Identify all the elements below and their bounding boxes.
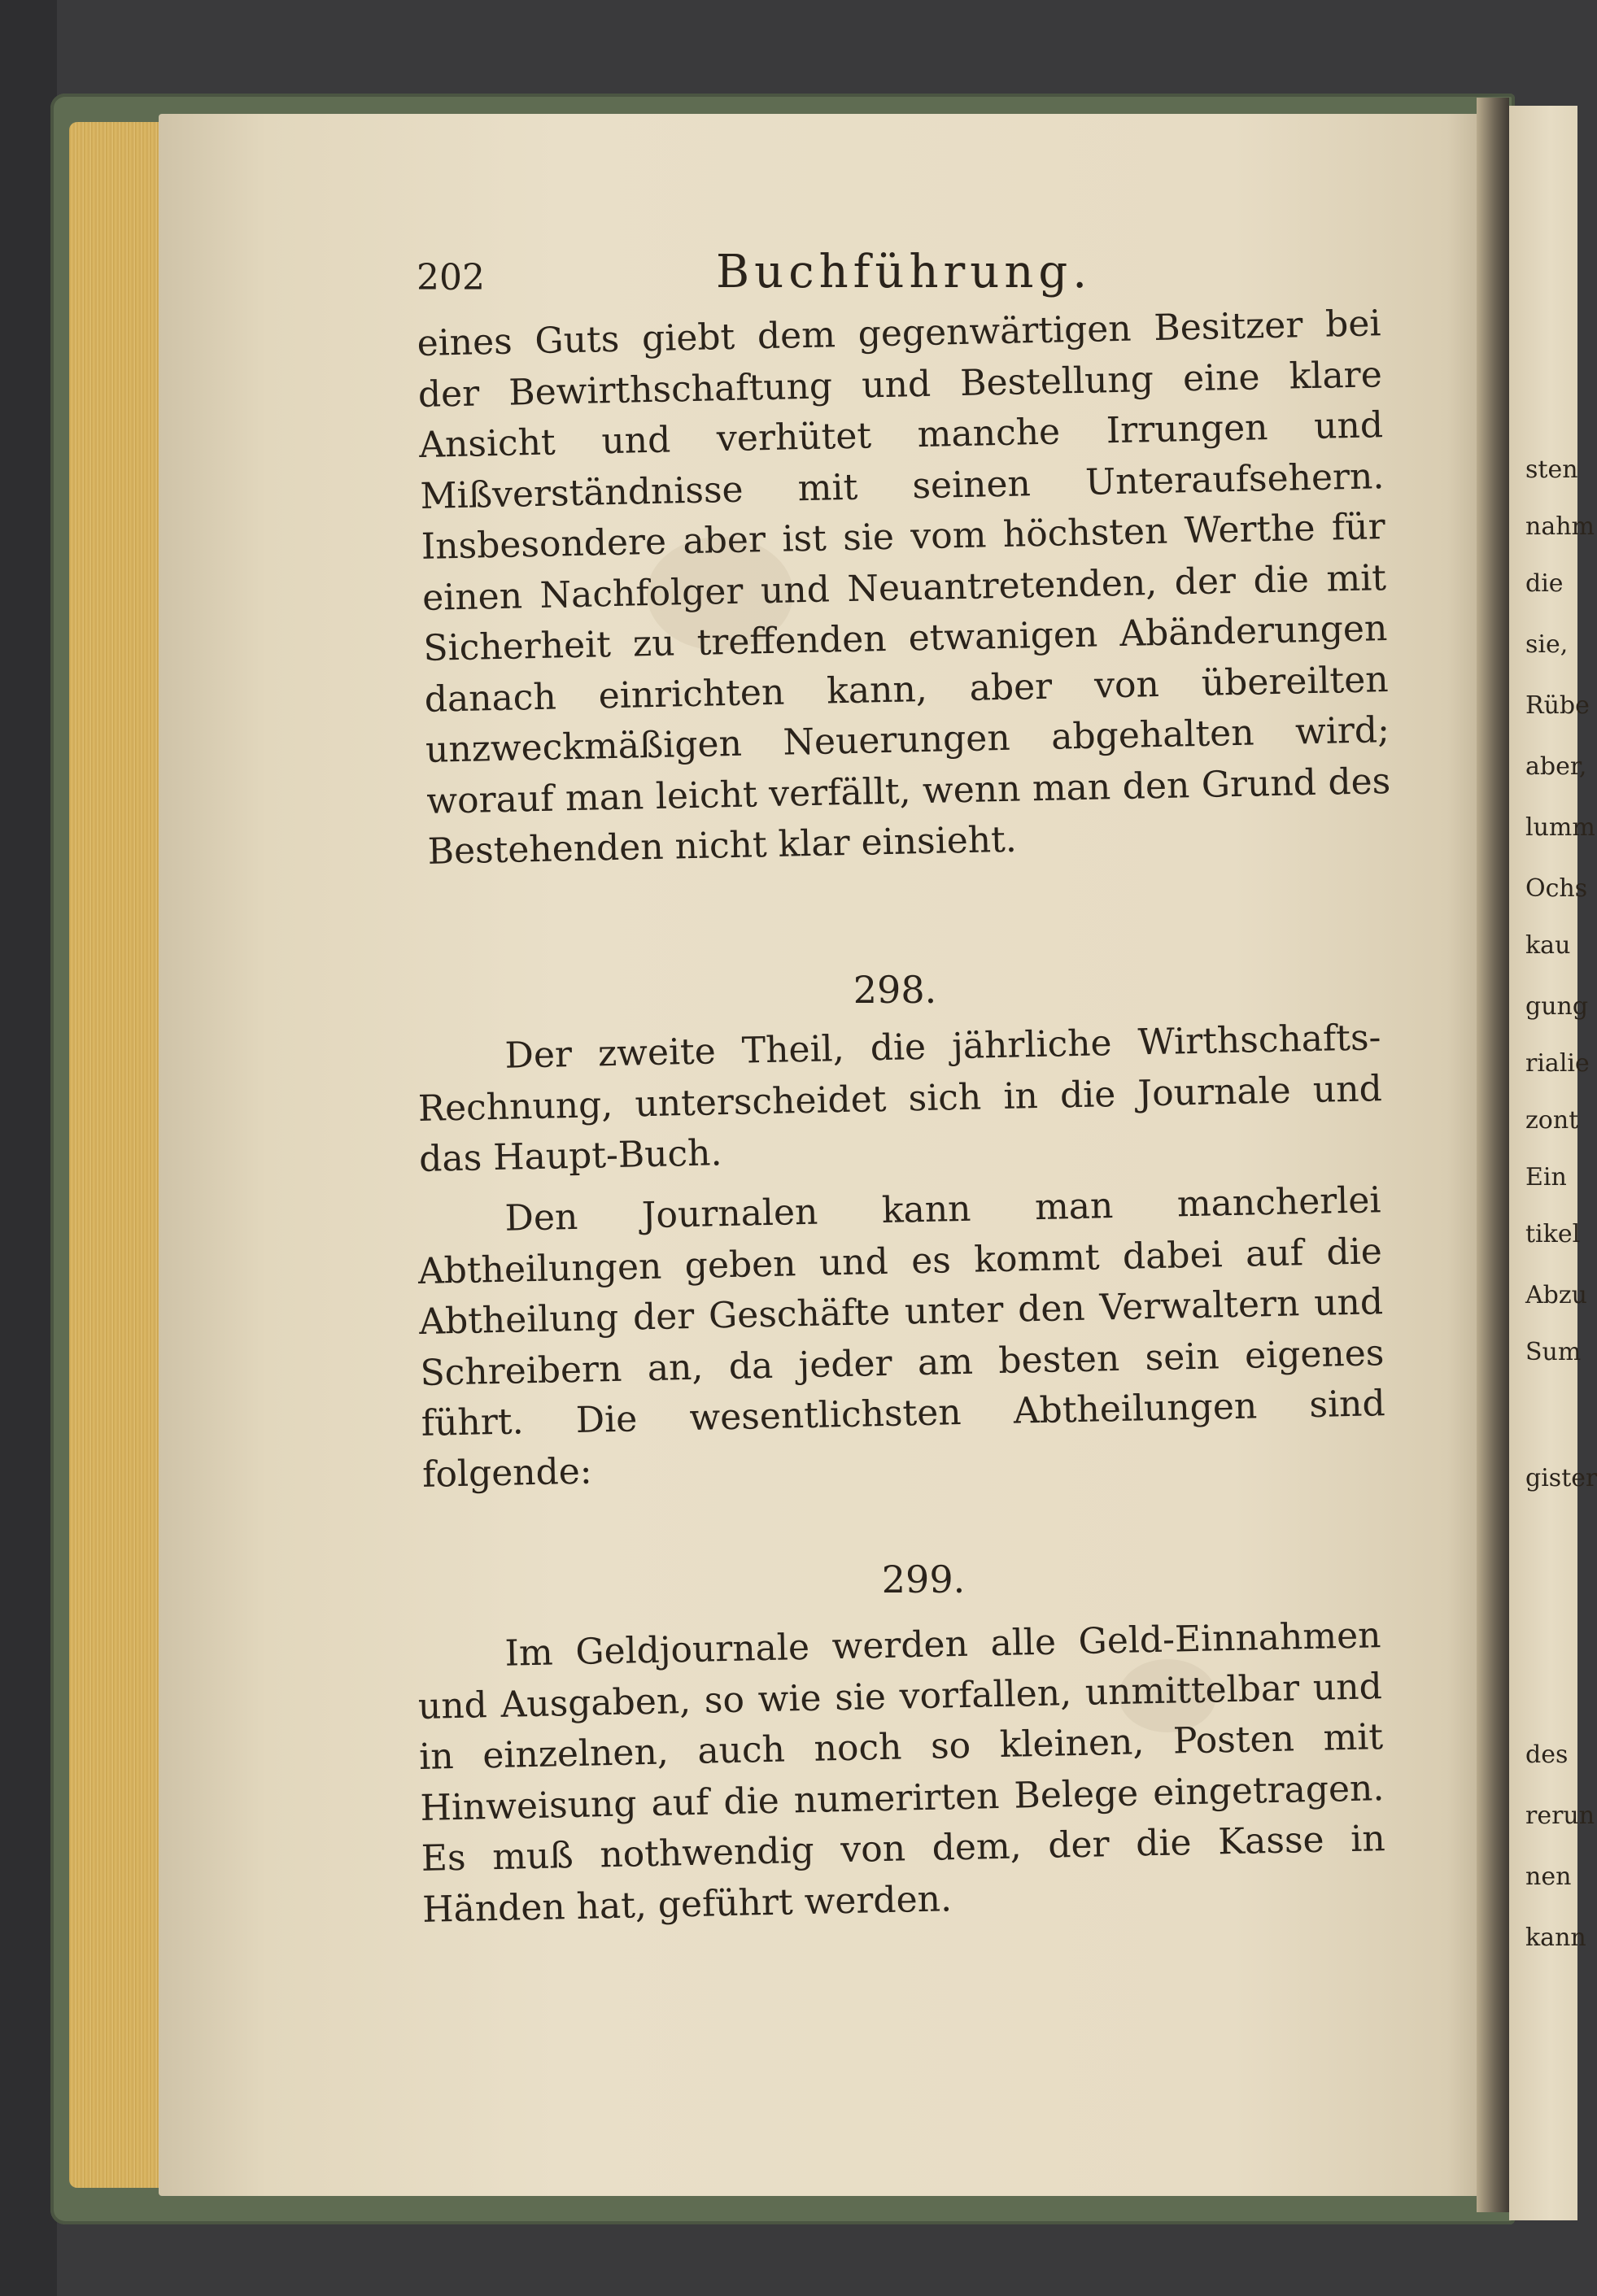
section-298-paragraph-2 xyxy=(417,1175,1387,1501)
adjacent-fragment: Abzu xyxy=(1525,1281,1587,1309)
adjacent-fragment: Ein xyxy=(1525,1163,1567,1192)
continuation-paragraph xyxy=(417,298,1392,878)
adjacent-fragment: Sum xyxy=(1525,1338,1582,1366)
adjacent-fragment: aber, xyxy=(1525,752,1587,781)
running-title: Buchführung. xyxy=(716,246,1093,298)
section-298-paragraph-1 xyxy=(417,1013,1384,1185)
adjacent-fragment: rerun xyxy=(1525,1802,1595,1830)
paragraph-text: eines Guts giebt dem gegenwärtigen Besitzer bei der Bewirthschaftung und Bestellung eine klare Ansicht und verhütet manche Irrungen und Mißverständnisse mit seinen Unteraufsehern. Insbesondere aber ist sie vom höchsten Werthe für einen Nachfolger und Neuantretenden, der die mit Sicherheit zu treffenden etwanigen Abänderungen danach einrichten kann, aber von übereilten unzweckmäßigen Neuerungen abgehalten wird; worauf man leicht verfällt, wenn man den Grund des Bestehenden nicht klar einsieht. xyxy=(417,303,1391,873)
adjacent-fragment: Rübe xyxy=(1525,691,1590,720)
adjacent-fragment: die xyxy=(1525,569,1564,598)
paragraph-text: Im Geldjournale werden alle Geld-Einnahmen und Ausgaben, so wie sie vorfallen, unmittelbar und in einzelnen, auch noch so kleinen, Posten mit Hinweisung auf die numerirten Belege eingetragen. Es muß nothwendig von dem, der die Kasse in Händen hat, geführt werden. xyxy=(417,1614,1386,1931)
section-number-298: 298. xyxy=(853,968,937,1012)
page-number: 202 xyxy=(417,257,485,298)
adjacent-fragment: zont xyxy=(1525,1106,1579,1135)
section-number-299: 299. xyxy=(881,1558,966,1601)
adjacent-fragment: kau xyxy=(1525,931,1571,960)
adjacent-fragment: Ochs xyxy=(1525,874,1588,903)
adjacent-fragment: des xyxy=(1525,1741,1569,1769)
adjacent-fragment: nen xyxy=(1525,1863,1572,1891)
background xyxy=(0,0,57,2296)
adjacent-fragment: nahm xyxy=(1525,512,1595,541)
adjacent-fragment: lumm xyxy=(1525,813,1595,842)
adjacent-fragment: tikel xyxy=(1525,1220,1581,1248)
book-gutter xyxy=(1477,98,1509,2212)
section-299-paragraph-1 xyxy=(417,1610,1387,1936)
adjacent-fragment: rialie xyxy=(1525,1049,1590,1078)
paragraph-text: Den Journalen kann man mancherlei Abtheilungen geben und es kommt dabei auf die Abtheilung der Geschäfte unter den Verwaltern und Schreibern an, da jeder am besten sein eigenes führt. Die wesentlichsten Abtheilungen sind folgende: xyxy=(417,1179,1386,1496)
adjacent-fragment: kann xyxy=(1525,1923,1586,1952)
paragraph-text: Der zweite Theil, die jährliche Wirthschafts-Rechnung, unterscheidet sich in die Journale und das Haupt-Buch. xyxy=(417,1017,1383,1180)
adjacent-fragment: gung xyxy=(1525,992,1589,1021)
adjacent-fragment: sten xyxy=(1525,455,1578,484)
adjacent-fragment: gister xyxy=(1525,1464,1597,1492)
adjacent-fragment: sie, xyxy=(1525,630,1569,659)
